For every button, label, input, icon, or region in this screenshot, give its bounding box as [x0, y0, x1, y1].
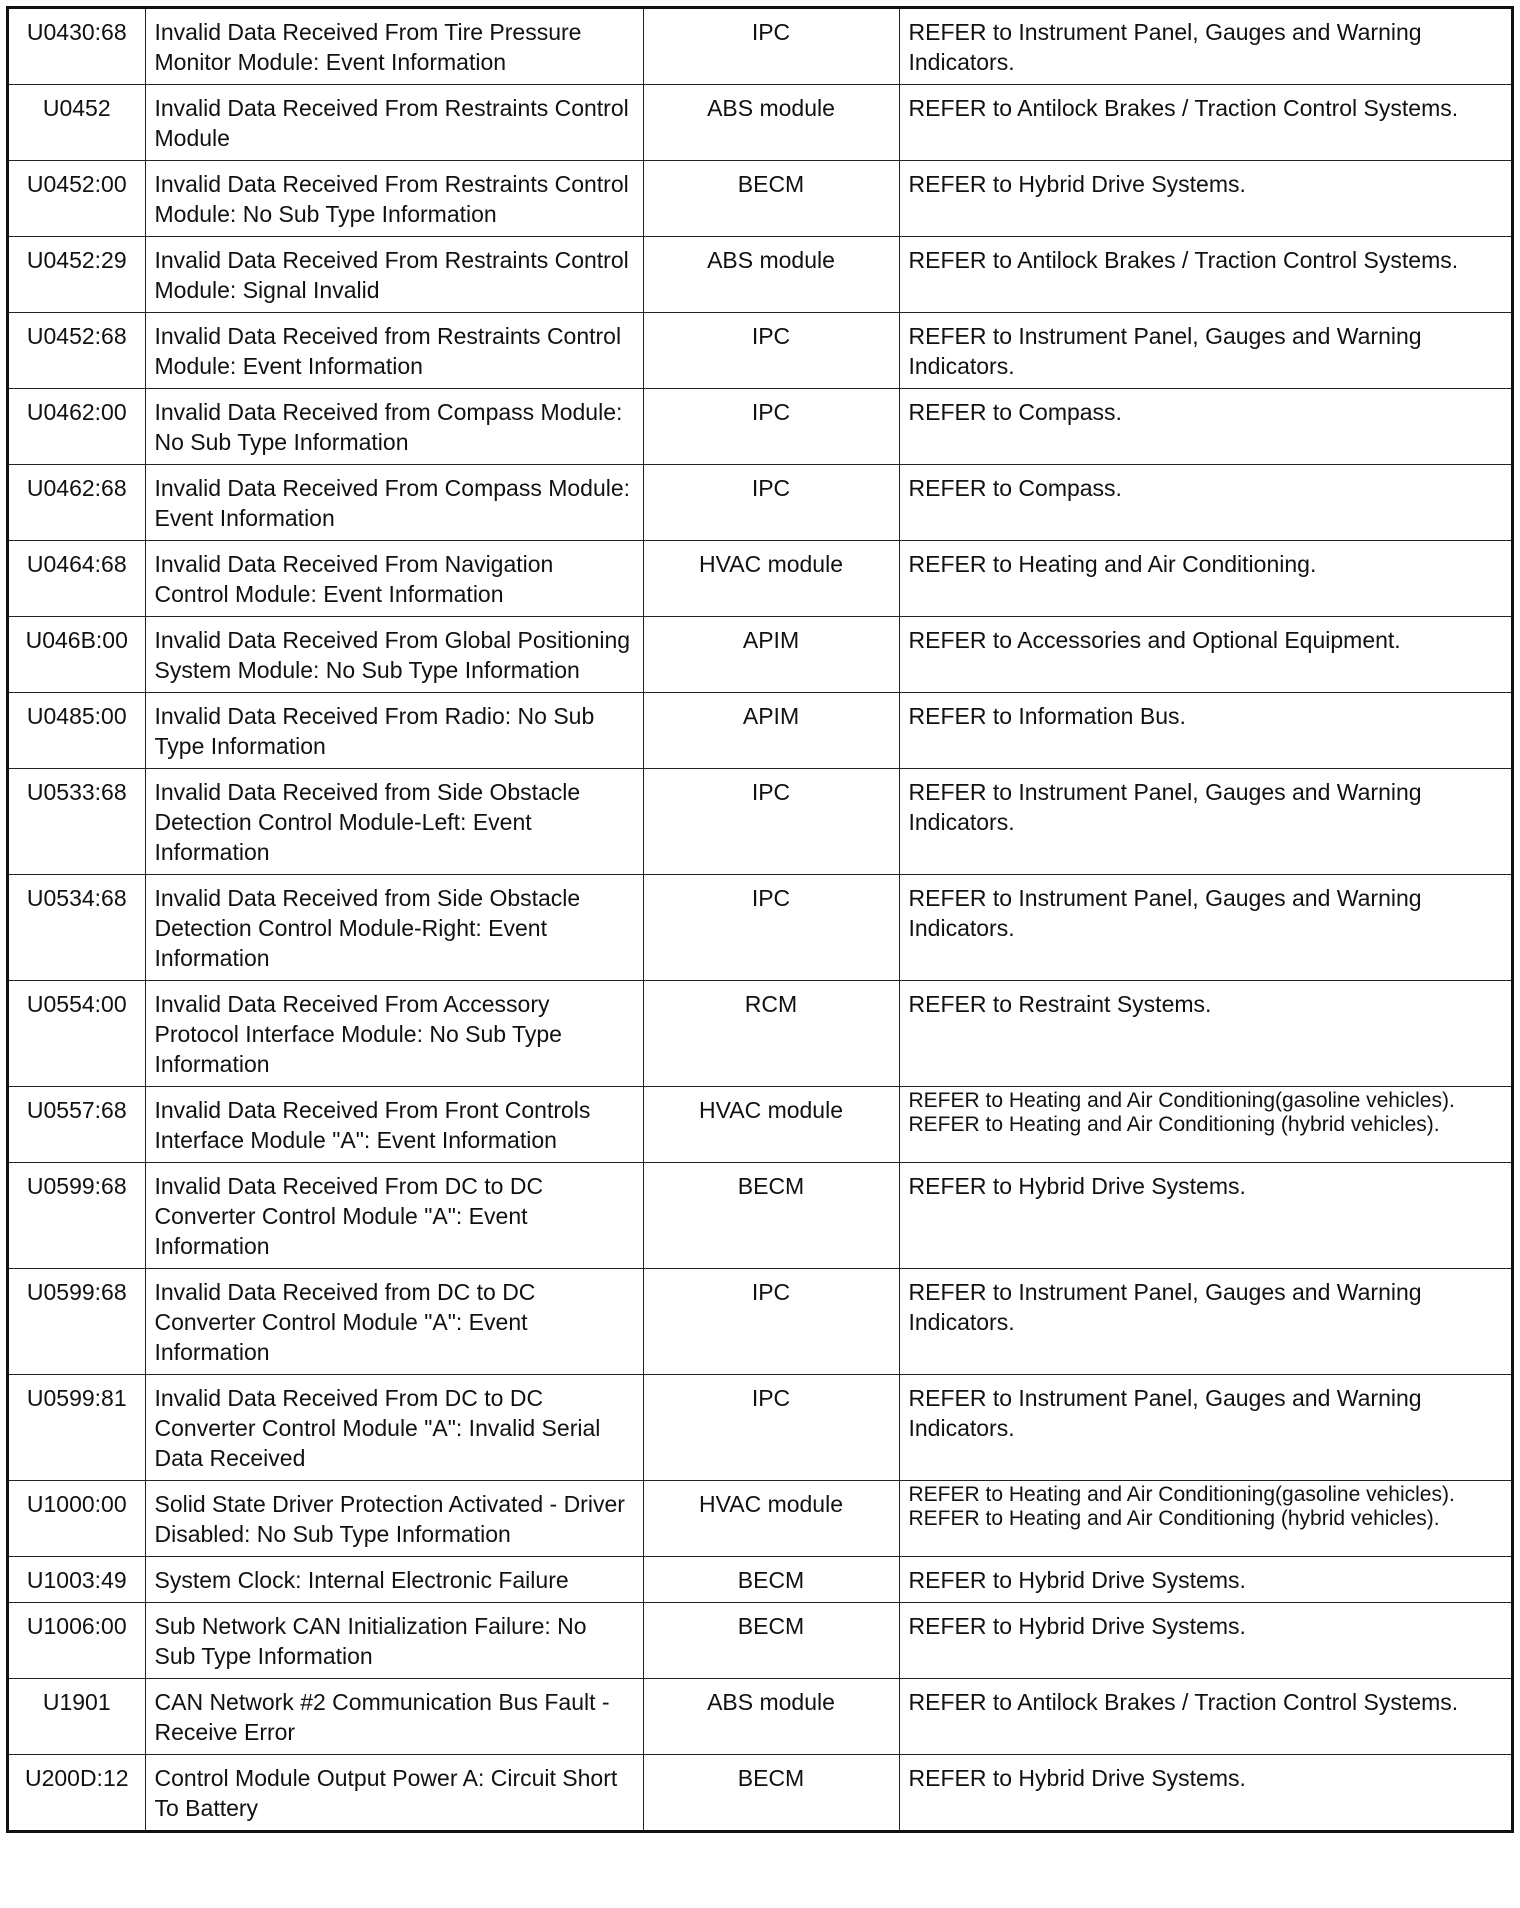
- table-row: [9, 769, 1511, 875]
- table-row: [9, 1087, 1511, 1163]
- module-cell: APIM: [643, 693, 899, 769]
- dtc-code-cell: U0464:68: [9, 541, 145, 617]
- dtc-code-cell: U0452:29: [9, 237, 145, 313]
- table-row: [9, 1603, 1511, 1679]
- module-cell: IPC: [643, 389, 899, 465]
- table-row: [9, 313, 1511, 389]
- module-cell: HVAC module: [643, 541, 899, 617]
- dtc-code-cell: U0452:00: [9, 161, 145, 237]
- dtc-code-cell: U0430:68: [9, 9, 145, 85]
- module-cell: HVAC module: [643, 1481, 899, 1557]
- dtc-table-sheet: [6, 6, 1514, 1833]
- table-row: [9, 465, 1511, 541]
- table-row: [9, 9, 1511, 85]
- module-cell: BECM: [643, 1755, 899, 1831]
- description-cell: Invalid Data Received From Tire Pressure Monitor Module: Event Information: [145, 9, 643, 85]
- action-cell: REFER to Instrument Panel, Gauges and Warning Indicators.: [899, 313, 1511, 389]
- table-row: [9, 389, 1511, 465]
- table-row: [9, 875, 1511, 981]
- action-cell: REFER to Instrument Panel, Gauges and Warning Indicators.: [899, 1375, 1511, 1481]
- module-cell: RCM: [643, 981, 899, 1087]
- dtc-code-cell: U0462:68: [9, 465, 145, 541]
- action-cell: REFER to Heating and Air Conditioning(gasoline vehicles). REFER to Heating and Air Conditioning (hybrid vehicles).: [899, 1087, 1511, 1163]
- description-cell: CAN Network #2 Communication Bus Fault - Receive Error: [145, 1679, 643, 1755]
- description-cell: Invalid Data Received From Radio: No Sub Type Information: [145, 693, 643, 769]
- module-cell: BECM: [643, 161, 899, 237]
- description-cell: System Clock: Internal Electronic Failure: [145, 1557, 643, 1603]
- action-cell: REFER to Hybrid Drive Systems.: [899, 1557, 1511, 1603]
- action-cell: REFER to Restraint Systems.: [899, 981, 1511, 1087]
- description-cell: Invalid Data Received from DC to DC Converter Control Module "A": Event Information: [145, 1269, 643, 1375]
- action-cell: REFER to Hybrid Drive Systems.: [899, 1755, 1511, 1831]
- module-cell: IPC: [643, 875, 899, 981]
- table-row: [9, 1679, 1511, 1755]
- module-cell: IPC: [643, 465, 899, 541]
- table-row: [9, 981, 1511, 1087]
- description-cell: Invalid Data Received From Front Controls Interface Module "A": Event Information: [145, 1087, 643, 1163]
- action-cell: REFER to Hybrid Drive Systems.: [899, 161, 1511, 237]
- module-cell: IPC: [643, 769, 899, 875]
- table-row: [9, 617, 1511, 693]
- description-cell: Solid State Driver Protection Activated - Driver Disabled: No Sub Type Information: [145, 1481, 643, 1557]
- description-cell: Invalid Data Received from Side Obstacle Detection Control Module-Right: Event Information: [145, 875, 643, 981]
- action-cell: REFER to Instrument Panel, Gauges and Warning Indicators.: [899, 9, 1511, 85]
- table-row: [9, 237, 1511, 313]
- action-cell: REFER to Instrument Panel, Gauges and Warning Indicators.: [899, 1269, 1511, 1375]
- description-cell: Invalid Data Received From Global Positioning System Module: No Sub Type Information: [145, 617, 643, 693]
- dtc-table-body: [9, 9, 1511, 1830]
- module-cell: IPC: [643, 1269, 899, 1375]
- table-row: [9, 1557, 1511, 1603]
- action-cell: REFER to Instrument Panel, Gauges and Warning Indicators.: [899, 875, 1511, 981]
- description-cell: Invalid Data Received From DC to DC Converter Control Module "A": Invalid Serial Data Received: [145, 1375, 643, 1481]
- dtc-code-cell: U0534:68: [9, 875, 145, 981]
- action-cell: REFER to Antilock Brakes / Traction Control Systems.: [899, 1679, 1511, 1755]
- description-cell: Control Module Output Power A: Circuit Short To Battery: [145, 1755, 643, 1831]
- module-cell: BECM: [643, 1557, 899, 1603]
- action-cell: REFER to Compass.: [899, 389, 1511, 465]
- dtc-code-cell: U1006:00: [9, 1603, 145, 1679]
- description-cell: Invalid Data Received From DC to DC Converter Control Module "A": Event Information: [145, 1163, 643, 1269]
- module-cell: IPC: [643, 313, 899, 389]
- module-cell: APIM: [643, 617, 899, 693]
- module-cell: IPC: [643, 1375, 899, 1481]
- table-row: [9, 1755, 1511, 1831]
- dtc-code-cell: U0452: [9, 85, 145, 161]
- action-cell: REFER to Heating and Air Conditioning(gasoline vehicles). REFER to Heating and Air Conditioning (hybrid vehicles).: [899, 1481, 1511, 1557]
- dtc-code-cell: U0554:00: [9, 981, 145, 1087]
- description-cell: Invalid Data Received From Restraints Control Module: Signal Invalid: [145, 237, 643, 313]
- description-cell: Sub Network CAN Initialization Failure: No Sub Type Information: [145, 1603, 643, 1679]
- table-row: [9, 85, 1511, 161]
- module-cell: BECM: [643, 1603, 899, 1679]
- dtc-code-cell: U046B:00: [9, 617, 145, 693]
- description-cell: Invalid Data Received From Accessory Protocol Interface Module: No Sub Type Information: [145, 981, 643, 1087]
- dtc-code-cell: U0599:81: [9, 1375, 145, 1481]
- description-cell: Invalid Data Received from Restraints Control Module: Event Information: [145, 313, 643, 389]
- table-row: [9, 1481, 1511, 1557]
- dtc-code-cell: U1000:00: [9, 1481, 145, 1557]
- action-cell: REFER to Information Bus.: [899, 693, 1511, 769]
- module-cell: HVAC module: [643, 1087, 899, 1163]
- description-cell: Invalid Data Received From Compass Module: Event Information: [145, 465, 643, 541]
- table-row: [9, 161, 1511, 237]
- module-cell: IPC: [643, 9, 899, 85]
- dtc-code-cell: U0485:00: [9, 693, 145, 769]
- action-cell: REFER to Hybrid Drive Systems.: [899, 1603, 1511, 1679]
- action-cell: REFER to Heating and Air Conditioning.: [899, 541, 1511, 617]
- table-row: [9, 541, 1511, 617]
- description-cell: Invalid Data Received from Side Obstacle Detection Control Module-Left: Event Information: [145, 769, 643, 875]
- dtc-code-cell: U0462:00: [9, 389, 145, 465]
- table-row: [9, 1163, 1511, 1269]
- description-cell: Invalid Data Received From Restraints Control Module: [145, 85, 643, 161]
- dtc-code-cell: U0533:68: [9, 769, 145, 875]
- action-cell: REFER to Accessories and Optional Equipment.: [899, 617, 1511, 693]
- action-cell: REFER to Antilock Brakes / Traction Control Systems.: [899, 237, 1511, 313]
- module-cell: ABS module: [643, 1679, 899, 1755]
- table-row: [9, 1269, 1511, 1375]
- dtc-code-cell: U0599:68: [9, 1163, 145, 1269]
- dtc-code-cell: U1901: [9, 1679, 145, 1755]
- dtc-code-cell: U0452:68: [9, 313, 145, 389]
- dtc-table: [9, 9, 1511, 1830]
- description-cell: Invalid Data Received from Compass Module: No Sub Type Information: [145, 389, 643, 465]
- dtc-code-cell: U1003:49: [9, 1557, 145, 1603]
- dtc-code-cell: U0557:68: [9, 1087, 145, 1163]
- module-cell: BECM: [643, 1163, 899, 1269]
- table-row: [9, 693, 1511, 769]
- dtc-code-cell: U0599:68: [9, 1269, 145, 1375]
- action-cell: REFER to Compass.: [899, 465, 1511, 541]
- action-cell: REFER to Instrument Panel, Gauges and Warning Indicators.: [899, 769, 1511, 875]
- module-cell: ABS module: [643, 237, 899, 313]
- action-cell: REFER to Antilock Brakes / Traction Control Systems.: [899, 85, 1511, 161]
- description-cell: Invalid Data Received From Navigation Control Module: Event Information: [145, 541, 643, 617]
- table-row: [9, 1375, 1511, 1481]
- dtc-code-cell: U200D:12: [9, 1755, 145, 1831]
- action-cell: REFER to Hybrid Drive Systems.: [899, 1163, 1511, 1269]
- description-cell: Invalid Data Received From Restraints Control Module: No Sub Type Information: [145, 161, 643, 237]
- module-cell: ABS module: [643, 85, 899, 161]
